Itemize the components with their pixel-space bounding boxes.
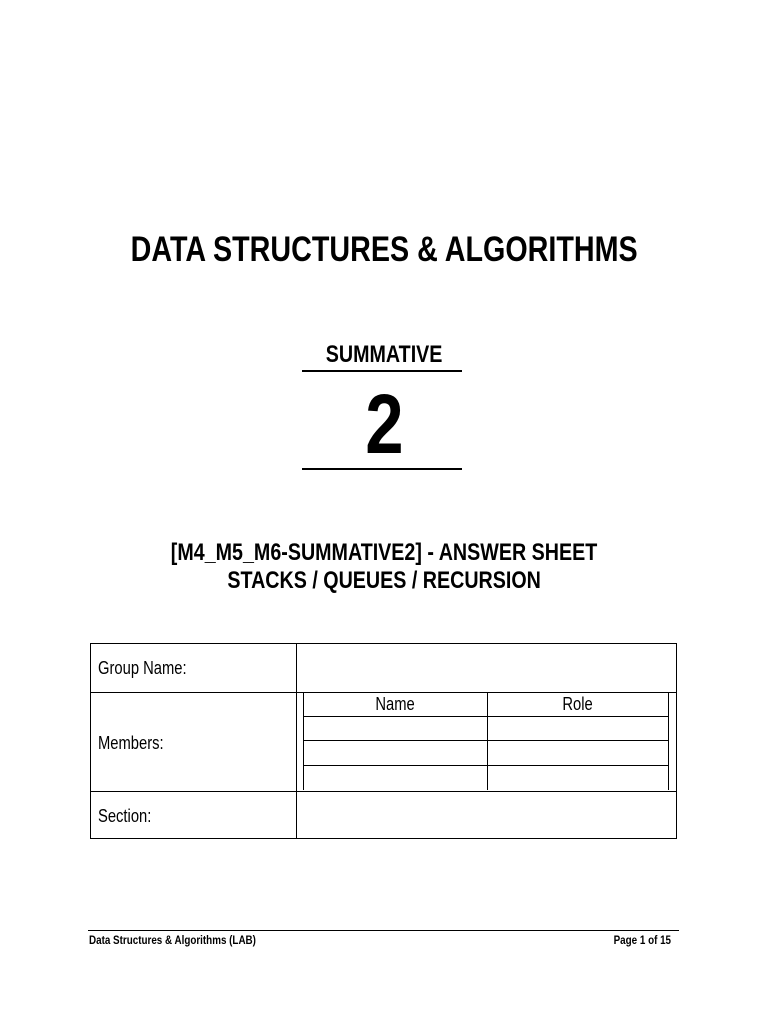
footer-course-name: Data Structures & Algorithms (LAB) bbox=[89, 933, 256, 947]
group-name-label: Group Name: bbox=[98, 658, 187, 678]
member-2-role-field[interactable] bbox=[489, 741, 668, 764]
table-column-divider bbox=[296, 644, 297, 838]
table-row-divider bbox=[91, 791, 676, 792]
group-name-field[interactable] bbox=[298, 645, 676, 691]
document-title: DATA STRUCTURES & ALGORITHMS bbox=[130, 230, 638, 269]
member-1-role-field[interactable] bbox=[489, 717, 668, 740]
member-3-name-field[interactable] bbox=[305, 766, 486, 789]
answer-sheet-subtitle: [M4_M5_M6-SUMMATIVE2] - ANSWER SHEET bbox=[170, 539, 598, 566]
footer-page-number: Page 1 of 15 bbox=[613, 933, 671, 947]
summative-label: SUMMATIVE bbox=[325, 341, 443, 368]
section-label: Section: bbox=[98, 806, 152, 826]
summative-bottom-rule bbox=[302, 468, 462, 470]
members-label: Members: bbox=[98, 733, 164, 753]
members-table bbox=[303, 692, 669, 790]
member-3-role-field[interactable] bbox=[489, 766, 668, 789]
topics-subtitle: STACKS / QUEUES / RECURSION bbox=[227, 567, 541, 594]
section-field[interactable] bbox=[298, 793, 676, 838]
members-name-header: Name bbox=[375, 694, 416, 714]
summative-top-rule bbox=[302, 370, 462, 372]
member-1-name-field[interactable] bbox=[305, 717, 486, 740]
summative-number: 2 bbox=[364, 377, 404, 471]
member-2-name-field[interactable] bbox=[305, 741, 486, 764]
footer-rule bbox=[88, 930, 679, 931]
members-role-header: Role bbox=[562, 694, 594, 714]
